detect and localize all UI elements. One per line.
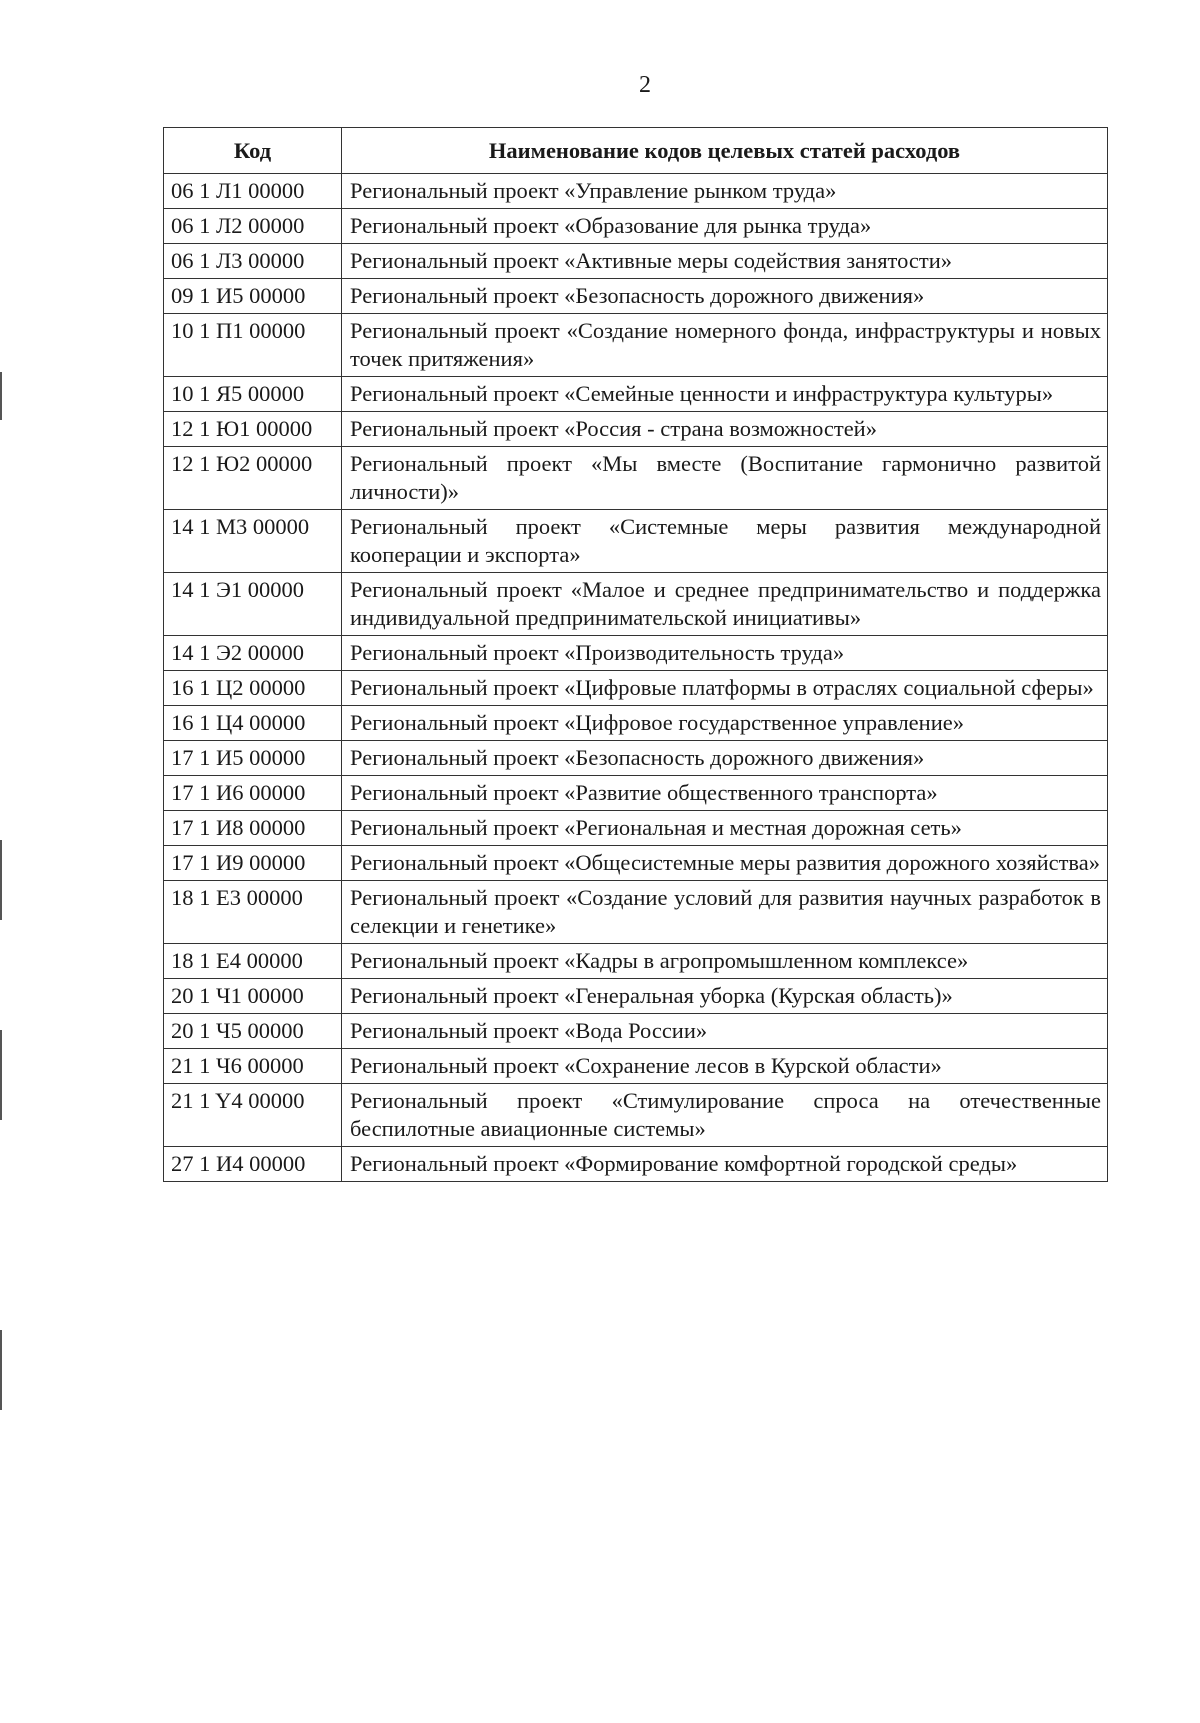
row-name-cell: Региональный проект «Управление рынком труда» [342,174,1108,209]
row-code-cell: 14 1 М3 00000 [164,510,342,573]
table-row [164,706,1108,741]
row-name-cell: Региональный проект «Сохранение лесов в Курской области» [342,1049,1108,1084]
table-row [164,314,1108,377]
table-row [164,1014,1108,1049]
table-row [164,377,1108,412]
page-number: 2 [639,72,651,98]
row-name-cell: Региональный проект «Активные меры содействия занятости» [342,244,1108,279]
table-row [164,1147,1108,1182]
row-name-cell: Региональный проект «Малое и среднее предпринимательство и поддержка индивидуальной предпринимательской инициативы» [342,573,1108,636]
row-code-cell: 27 1 И4 00000 [164,1147,342,1182]
row-code-cell: 06 1 Л1 00000 [164,174,342,209]
table-row [164,979,1108,1014]
header-name: Наименование кодов целевых статей расходов [342,128,1108,174]
row-name-cell: Региональный проект «Региональная и местная дорожная сеть» [342,811,1108,846]
row-name-cell: Региональный проект «Производительность труда» [342,636,1108,671]
table-row [164,741,1108,776]
table-row [164,209,1108,244]
table-row [164,573,1108,636]
row-code-cell: 17 1 И8 00000 [164,811,342,846]
row-code-cell: 14 1 Э1 00000 [164,573,342,636]
row-code-cell: 12 1 Ю1 00000 [164,412,342,447]
table-row [164,1049,1108,1084]
row-name-cell: Региональный проект «Общесистемные меры развития дорожного хозяйства» [342,846,1108,881]
row-name-cell: Региональный проект «Цифровое государственное управление» [342,706,1108,741]
scan-edge-mark [0,372,2,420]
row-code-cell: 06 1 Л3 00000 [164,244,342,279]
row-name-cell: Региональный проект «Кадры в агропромышленном комплексе» [342,944,1108,979]
row-name-cell: Региональный проект «Создание условий для развития научных разработок в селекции и генетике» [342,881,1108,944]
row-code-cell: 09 1 И5 00000 [164,279,342,314]
row-code-cell: 18 1 Е3 00000 [164,881,342,944]
row-code-cell: 17 1 И6 00000 [164,776,342,811]
table-row [164,944,1108,979]
row-code-cell: 06 1 Л2 00000 [164,209,342,244]
row-code-cell: 21 1 Y4 00000 [164,1084,342,1147]
table-row [164,279,1108,314]
row-code-cell: 17 1 И9 00000 [164,846,342,881]
budget-codes-table-wrapper [163,127,1108,1182]
table-row [164,510,1108,573]
row-name-cell: Региональный проект «Развитие общественного транспорта» [342,776,1108,811]
table-row [164,846,1108,881]
row-code-cell: 10 1 П1 00000 [164,314,342,377]
table-row [164,174,1108,209]
table-row [164,811,1108,846]
row-name-cell: Региональный проект «Вода России» [342,1014,1108,1049]
row-name-cell: Региональный проект «Образование для рынка труда» [342,209,1108,244]
row-code-cell: 16 1 Ц4 00000 [164,706,342,741]
table-body [164,174,1108,1182]
row-code-cell: 20 1 Ч5 00000 [164,1014,342,1049]
table-row [164,671,1108,706]
table-row [164,1084,1108,1147]
row-name-cell: Региональный проект «Стимулирование спроса на отечественные беспилотные авиационные системы» [342,1084,1108,1147]
row-name-cell: Региональный проект «Семейные ценности и инфраструктура культуры» [342,377,1108,412]
table-row [164,244,1108,279]
budget-codes-table [163,127,1108,1182]
row-name-cell: Региональный проект «Цифровые платформы в отраслях социальной сферы» [342,671,1108,706]
row-name-cell: Региональный проект «Безопасность дорожного движения» [342,741,1108,776]
table-row [164,636,1108,671]
row-name-cell: Региональный проект «Формирование комфортной городской среды» [342,1147,1108,1182]
header-code: Код [164,128,342,174]
row-code-cell: 21 1 Ч6 00000 [164,1049,342,1084]
table-row [164,447,1108,510]
row-code-cell: 16 1 Ц2 00000 [164,671,342,706]
scan-edge-mark [0,1330,2,1410]
row-code-cell: 12 1 Ю2 00000 [164,447,342,510]
row-name-cell: Региональный проект «Создание номерного фонда, инфраструктуры и новых точек притяжения» [342,314,1108,377]
scan-edge-mark [0,840,2,920]
row-name-cell: Региональный проект «Безопасность дорожного движения» [342,279,1108,314]
row-code-cell: 20 1 Ч1 00000 [164,979,342,1014]
table-header-row [164,128,1108,174]
row-name-cell: Региональный проект «Генеральная уборка (Курская область)» [342,979,1108,1014]
row-code-cell: 14 1 Э2 00000 [164,636,342,671]
row-name-cell: Региональный проект «Системные меры развития международной кооперации и экспорта» [342,510,1108,573]
table-row [164,881,1108,944]
row-name-cell: Региональный проект «Россия - страна возможностей» [342,412,1108,447]
row-code-cell: 10 1 Я5 00000 [164,377,342,412]
table-row [164,776,1108,811]
table-row [164,412,1108,447]
scan-edge-mark [0,1030,2,1120]
row-code-cell: 18 1 Е4 00000 [164,944,342,979]
row-name-cell: Региональный проект «Мы вместе (Воспитание гармонично развитой личности)» [342,447,1108,510]
row-code-cell: 17 1 И5 00000 [164,741,342,776]
